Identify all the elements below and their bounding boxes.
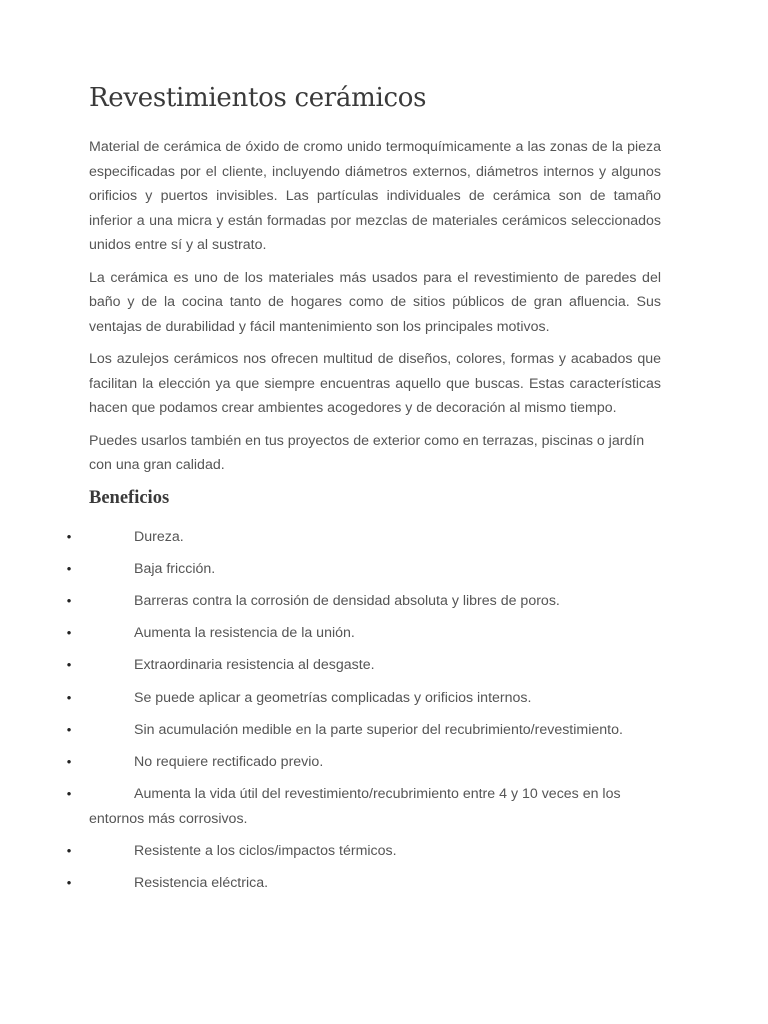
bullet-icon: • bbox=[66, 690, 72, 705]
benefit-text: Baja fricción. bbox=[134, 561, 216, 577]
benefit-text: No requiere rectificado previo. bbox=[134, 754, 324, 770]
bullet-icon: • bbox=[66, 843, 72, 858]
benefit-text: Aumenta la resistencia de la unión. bbox=[134, 625, 355, 641]
page-title: Revestimientos cerámicos bbox=[89, 83, 427, 113]
bullet-icon: • bbox=[66, 754, 72, 769]
bullet-icon: • bbox=[66, 786, 72, 801]
bullet-icon: • bbox=[66, 593, 72, 608]
paragraph-tiles: Los azulejos cerámicos nos ofrecen multitud de diseños, colores, formas y acabados que facilitan la elección ya que siempre encuentras aquello que buscas. Estas características hacen que podamos crear ambientes acogedores y de decoración al mismo tiempo. bbox=[89, 351, 661, 416]
benefit-text: Resistencia eléctrica. bbox=[134, 875, 269, 891]
document-body bbox=[89, 135, 661, 486]
benefit-text: Extraordinaria resistencia al desgaste. bbox=[134, 657, 375, 673]
bullet-icon: • bbox=[66, 657, 72, 672]
benefits-heading: Beneficios bbox=[89, 488, 170, 508]
bullet-icon: • bbox=[66, 625, 72, 640]
paragraph-intro: Material de cerámica de óxido de cromo unido termoquímicamente a las zonas de la pieza especificadas por el cliente, incluyendo diámetros externos, diámetros internos y algunos orificios y puertos invisibles. Las partículas individuales de cerámica son de tamaño inferior a una micra y están formadas por mezclas de materiales cerámicos seleccionados unidos entre sí y al sustrato. bbox=[89, 139, 661, 253]
bullet-icon: • bbox=[66, 529, 72, 544]
benefit-text: Barreras contra la corrosión de densidad absoluta y libres de poros. bbox=[134, 593, 560, 609]
bullet-icon: • bbox=[66, 561, 72, 576]
bullet-icon: • bbox=[66, 875, 72, 890]
benefit-text: Se puede aplicar a geometrías complicadas y orificios internos. bbox=[134, 690, 532, 706]
benefit-text: Sin acumulación medible en la parte superior del recubrimiento/revestimiento. bbox=[134, 722, 623, 738]
paragraph-exterior: Puedes usarlos también en tus proyectos de exterior como en terrazas, piscinas o jardín con una gran calidad. bbox=[89, 432, 645, 473]
benefit-text: Dureza. bbox=[134, 529, 184, 545]
benefit-text: Resistente a los ciclos/impactos térmicos. bbox=[134, 843, 397, 859]
paragraph-usage: La cerámica es uno de los materiales más usados para el revestimiento de paredes del baño y de la cocina tanto de hogares como de sitios públicos de gran afluencia. Sus ventajas de durabilidad y fácil mantenimiento son los principales motivos. bbox=[89, 269, 661, 335]
benefit-text: Aumenta la vida útil del revestimiento/recubrimiento entre 4 y 10 veces en los entornos más corrosivos. bbox=[89, 786, 621, 827]
bullet-icon: • bbox=[66, 722, 72, 737]
